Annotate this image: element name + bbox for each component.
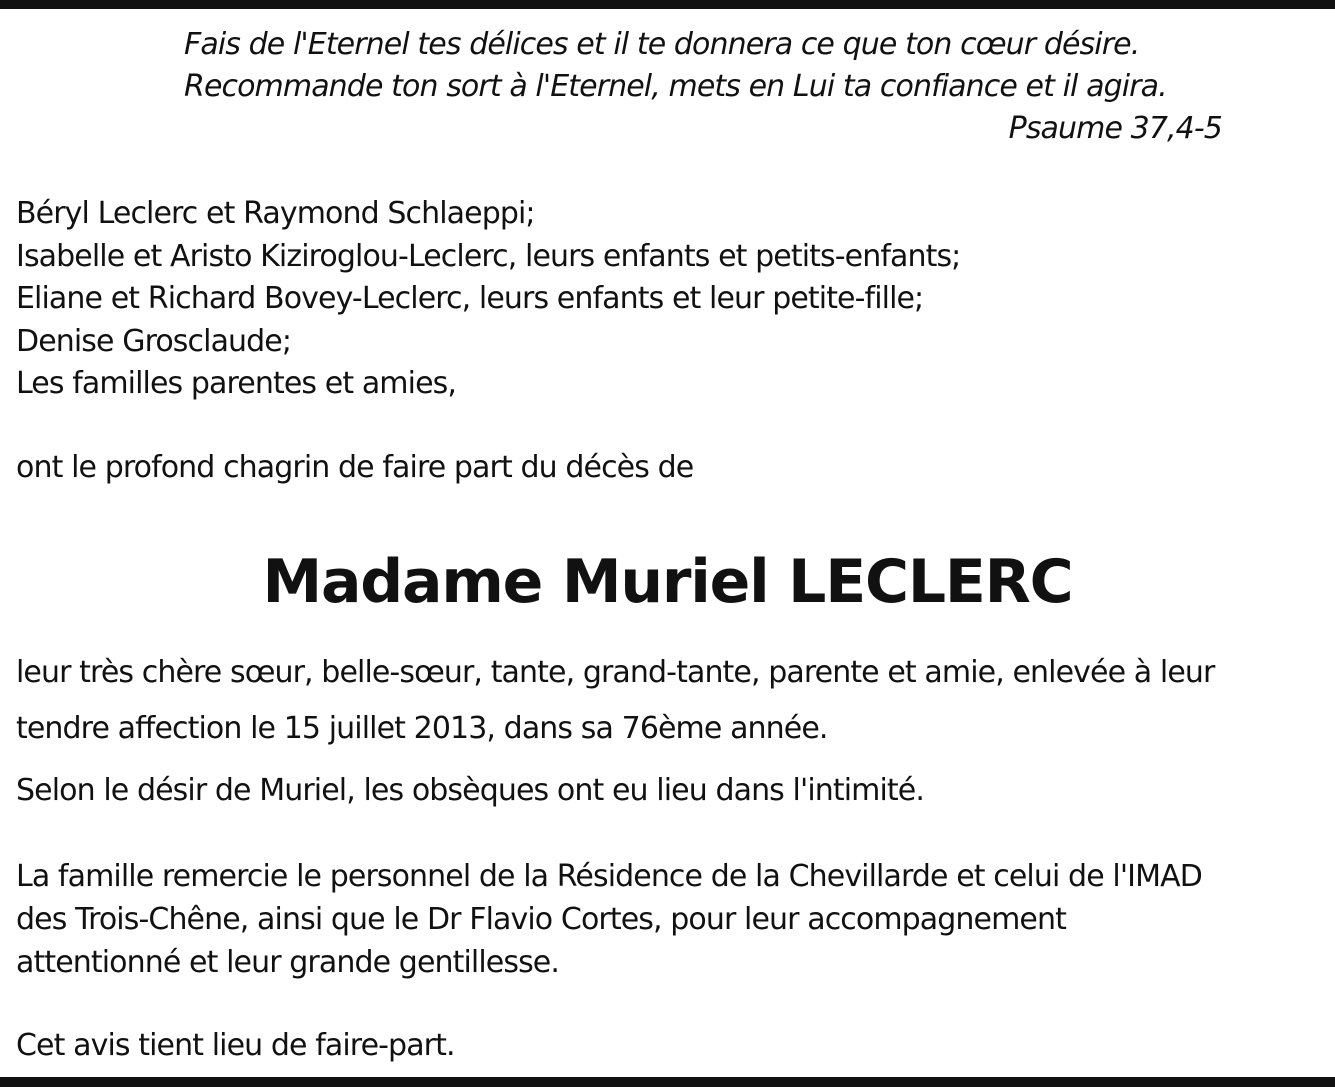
thanks-line: attentionné et leur grande gentillesse. xyxy=(16,945,559,980)
bottom-border-rule xyxy=(0,1077,1335,1087)
mourner-line: Isabelle et Aristo Kiziroglou-Leclerc, leurs enfants et petits-enfants; xyxy=(16,238,961,274)
mourners-list xyxy=(16,193,960,406)
verse-line-2: Recommande ton sort à l'Eternel, mets en Lui ta confiance et il agira. xyxy=(184,69,1167,104)
verse-line-1: Fais de l'Eternel tes délices et il te donnera ce que ton cœur désire. xyxy=(184,27,1140,62)
verse-reference: Psaume 37,4-5 xyxy=(1008,111,1222,146)
mourner-line: Eliane et Richard Bovey-Leclerc, leurs enfants et leur petite-fille; xyxy=(16,281,924,316)
scripture-verse xyxy=(184,24,1244,150)
mourner-line: Denise Grosclaude; xyxy=(16,323,292,359)
funeral-note: Selon le désir de Muriel, les obsèques ont eu lieu dans l'intimité. xyxy=(16,773,924,808)
announcement-text: ont le profond chagrin de faire part du décès de xyxy=(16,450,694,485)
thanks-paragraph xyxy=(16,855,1202,984)
top-border-rule xyxy=(0,0,1335,9)
relation-text xyxy=(16,645,1316,757)
closing-note: Cet avis tient lieu de faire-part. xyxy=(16,1028,455,1063)
thanks-line: des Trois-Chêne, ainsi que le Dr Flavio Cortes, pour leur accompagnement xyxy=(16,902,1066,937)
thanks-line: La famille remercie le personnel de la Résidence de la Chevillarde et celui de l'IMAD xyxy=(16,859,1202,894)
mourner-line: Les familles parentes et amies, xyxy=(16,366,456,401)
relation-line-2: tendre affection le 15 juillet 2013, dans sa 76ème année. xyxy=(16,711,828,746)
deceased-name: Madame Muriel LECLERC xyxy=(262,547,1073,617)
relation-line-1: leur très chère sœur, belle-sœur, tante, grand-tante, parente et amie, enlevée à leur xyxy=(16,655,1215,690)
mourner-line: Béryl Leclerc et Raymond Schlaeppi; xyxy=(16,196,535,231)
